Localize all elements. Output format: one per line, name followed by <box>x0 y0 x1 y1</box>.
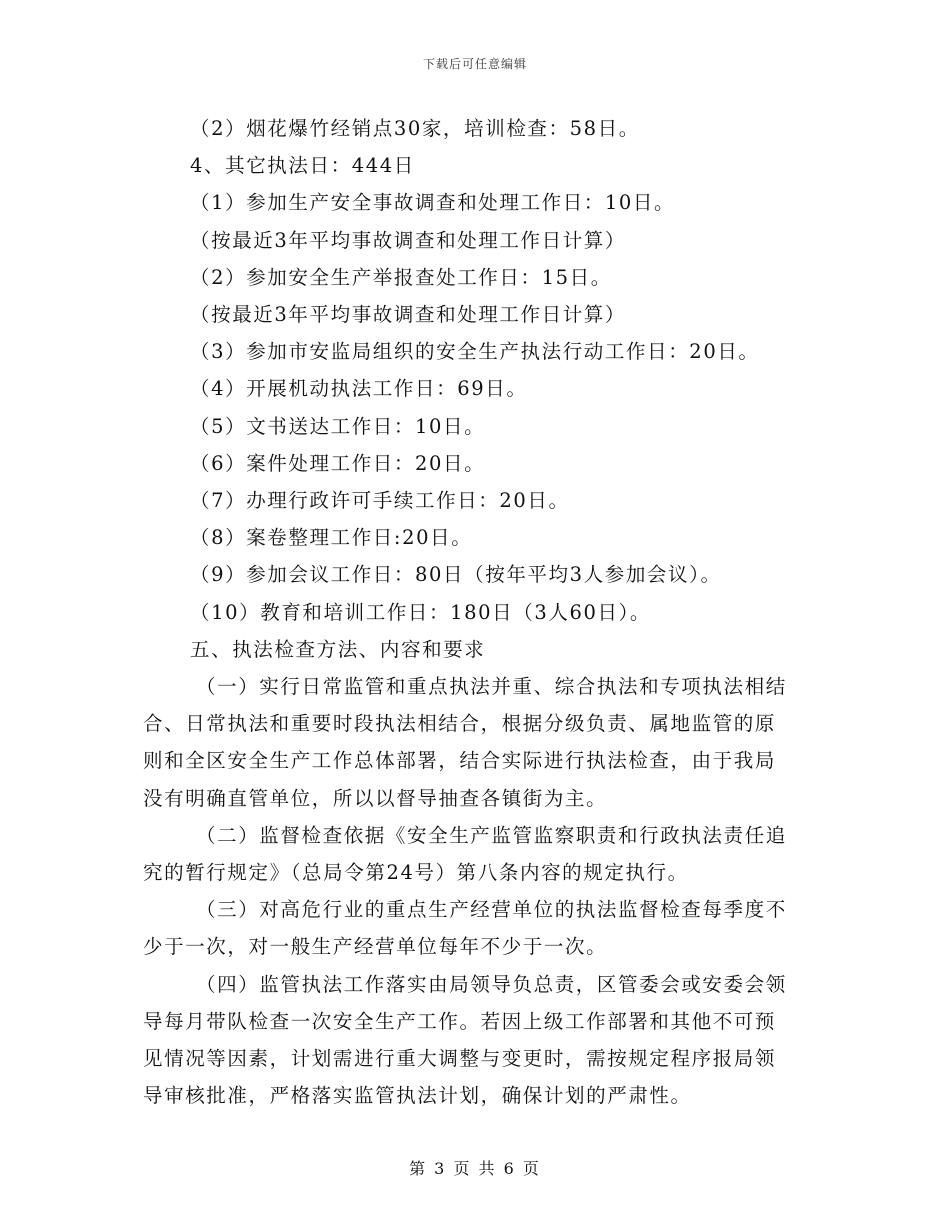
paragraph-line: 合、日常执法和重要时段执法相结合，根据分级负责、属地监管的原 <box>143 712 777 736</box>
text-line: （2）烟花爆竹经销点30家，培训检查：58日。 <box>190 117 640 140</box>
paragraph-line: 导审核批准，严格落实监管执法计划，确保计划的严肃性。 <box>143 1084 692 1108</box>
text-line: （9）参加会议工作日：80日（按年平均3人参加会议）。 <box>190 563 722 587</box>
paragraph-line: （一）实行日常监管和重点执法并重、综合执法和专项执法相结 <box>196 675 787 699</box>
section-heading: 五、执法检查方法、内容和要求 <box>190 637 486 661</box>
text-line: （按最近3年平均事故调查和处理工作日计算） <box>190 303 627 327</box>
text-line: （5）文书送达工作日：10日。 <box>190 414 486 438</box>
paragraph-line: 究的暂行规定》（总局令第24号）第八条内容的规定执行。 <box>143 861 689 885</box>
text-line: 4、其它执法日：444日 <box>190 154 415 178</box>
paragraph-line: （三）对高危行业的重点生产经营单位的执法监督检查每季度不 <box>196 898 787 922</box>
page-header: 下载后可任意编辑 <box>422 57 527 71</box>
document-body <box>143 110 813 1114</box>
text-line: （4）开展机动执法工作日：69日。 <box>190 377 528 401</box>
text-line: （10）教育和培训工作日：180日（3人60日）。 <box>190 600 652 624</box>
paragraph-line: 见情况等因素，计划需进行重大调整与变更时，需按规定程序报局领 <box>143 1047 777 1071</box>
text-line: （8）案卷整理工作日:20日。 <box>190 526 473 550</box>
text-line: （1）参加生产安全事故调查和处理工作日：10日。 <box>190 191 676 215</box>
page-footer: 第 3 页 共 6 页 <box>409 1159 541 1178</box>
paragraph-line: （四）监管执法工作落实由局领导负总责，区管委会或安委会领 <box>196 972 787 996</box>
text-line: （6）案件处理工作日：20日。 <box>190 451 486 475</box>
text-line: （7）办理行政许可手续工作日：20日。 <box>190 489 570 513</box>
paragraph-line: （二）监督检查依据《安全生产监管监察职责和行政执法责任追 <box>196 823 787 847</box>
paragraph-line: 则和全区安全生产工作总体部署，结合实际进行执法检查，由于我局 <box>143 749 777 773</box>
text-line: （2）参加安全生产举报查处工作日：15日。 <box>190 265 612 289</box>
paragraph-line: 少于一次，对一般生产经营单位每年不少于一次。 <box>143 935 608 959</box>
paragraph-line: 导每月带队检查一次安全生产工作。若因上级工作部署和其他不可预 <box>143 1009 777 1033</box>
text-line: （按最近3年平均事故调查和处理工作日计算） <box>190 228 627 252</box>
paragraph-line: 没有明确直管单位，所以以督导抽查各镇街为主。 <box>143 786 608 810</box>
text-line: （3）参加市安监局组织的安全生产执法行动工作日：20日。 <box>190 340 760 364</box>
